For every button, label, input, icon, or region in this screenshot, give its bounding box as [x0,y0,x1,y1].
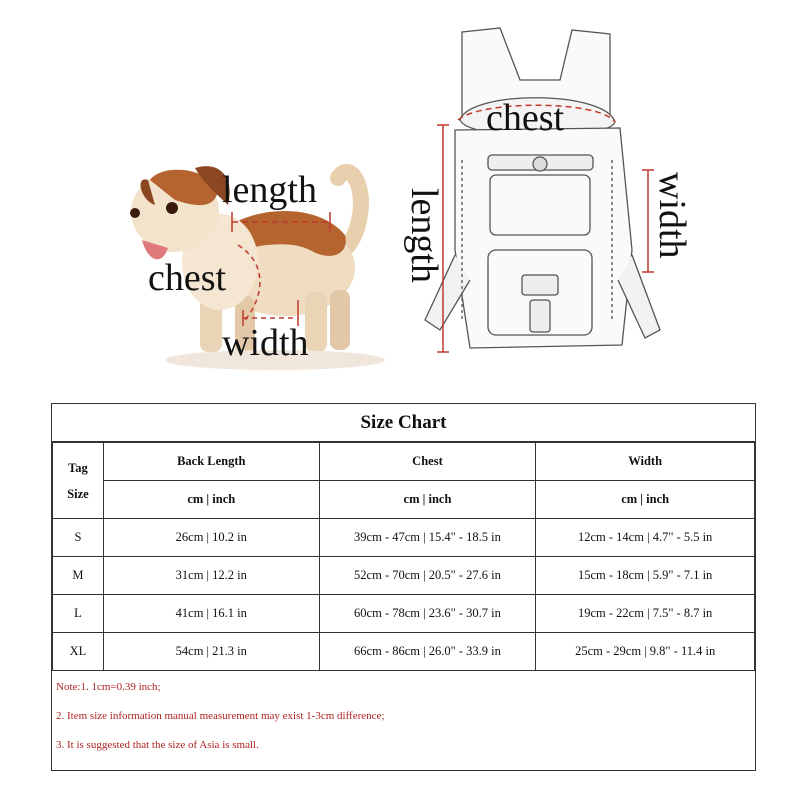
chest-cell: 66cm - 86cm | 26.0" - 33.9 in [319,633,536,671]
unit-cell: cm | inch [103,481,319,519]
carrier-chest-label: chest [486,97,565,139]
dog-illustration [130,166,385,370]
size-cell: L [53,595,104,633]
unit-cell: cm | inch [319,481,536,519]
size-cell: S [53,519,104,557]
chest-cell: 39cm - 47cm | 15.4" - 18.5 in [319,519,536,557]
note-1: Note:1. 1cm=0.39 inch; [56,681,161,693]
chart-title: Size Chart [52,404,755,442]
width-cell: 19cm - 22cm | 7.5" - 8.7 in [536,595,755,633]
tag-label: Tag [68,460,88,475]
chest-cell: 60cm - 78cm | 23.6" - 30.7 in [319,595,536,633]
size-cell: M [53,557,104,595]
dog-chest-label: chest [148,257,227,299]
dog-length-label: length [222,169,317,211]
size-label: Size [67,486,89,501]
carrier-width-label: width [651,172,693,259]
carrier-length-label: length [403,188,445,283]
units-row [53,481,755,519]
note-3: 3. It is suggested that the size of Asia is small. [56,739,259,751]
width-cell: 12cm - 14cm | 4.7" - 5.5 in [536,519,755,557]
back-length-cell: 26cm | 10.2 in [103,519,319,557]
dog-width-label: width [222,322,309,364]
back-length-cell: 31cm | 12.2 in [103,557,319,595]
chest-header: Chest [319,443,536,481]
table-row [53,519,755,557]
table-row [53,557,755,595]
header-row [53,443,755,481]
width-header: Width [536,443,755,481]
size-chart [51,403,756,771]
size-table [52,442,755,671]
table-row [53,633,755,671]
unit-cell: cm | inch [536,481,755,519]
illustration [0,0,800,390]
width-cell: 25cm - 29cm | 9.8" - 11.4 in [536,633,755,671]
size-cell: XL [53,633,104,671]
carrier-illustration [425,28,660,348]
back-length-cell: 41cm | 16.1 in [103,595,319,633]
back-length-header: Back Length [103,443,319,481]
tag-size-header [53,443,104,519]
chest-cell: 52cm - 70cm | 20.5" - 27.6 in [319,557,536,595]
note-2: 2. Item size information manual measurement may exist 1-3cm difference; [56,710,385,722]
table-row [53,595,755,633]
back-length-cell: 54cm | 21.3 in [103,633,319,671]
width-cell: 15cm - 18cm | 5.9" - 7.1 in [536,557,755,595]
